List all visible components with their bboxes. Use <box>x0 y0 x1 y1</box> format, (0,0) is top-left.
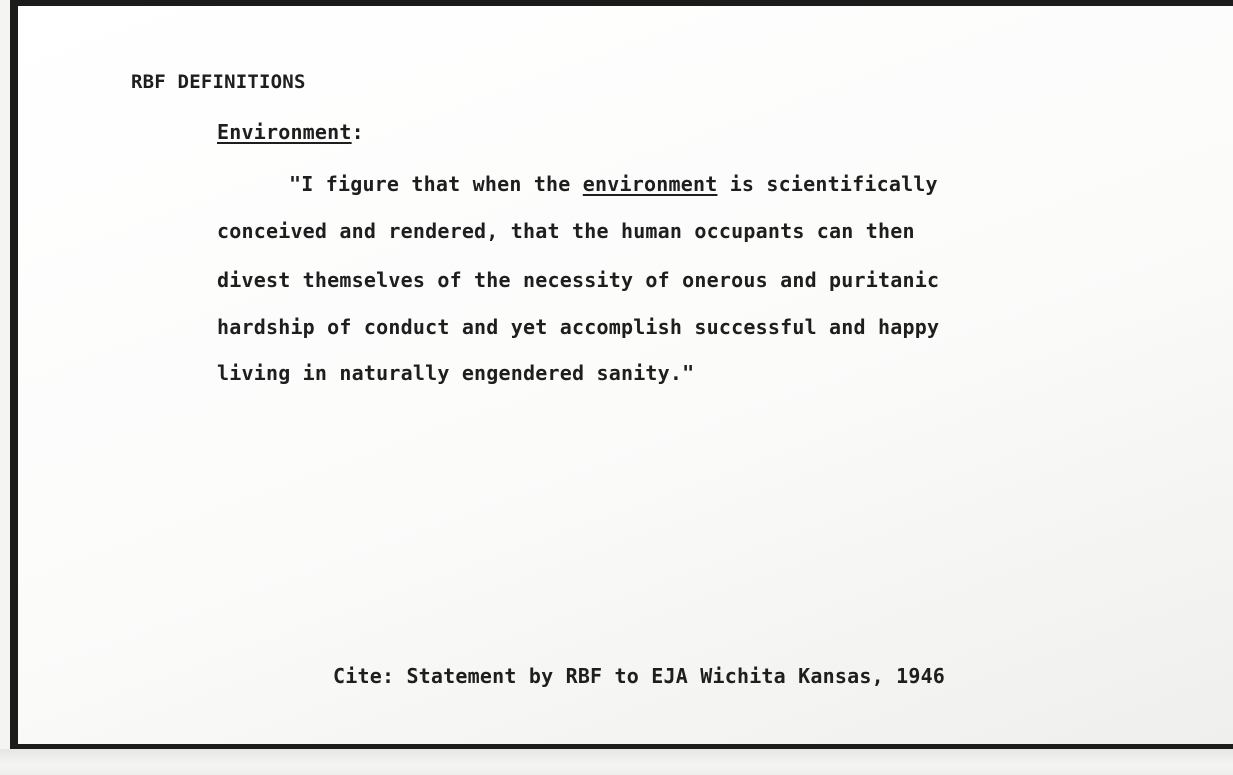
term-heading <box>217 120 364 144</box>
scan-bottom-edge <box>0 749 1233 775</box>
quote-line-3: divest themselves of the necessity of onerous and puritanic <box>217 268 940 292</box>
quote-line-2: conceived and rendered, that the human occupants can then <box>217 219 915 243</box>
quote-line-4: hardship of conduct and yet accomplish successful and happy <box>217 315 940 339</box>
term-word: Environment <box>217 120 352 144</box>
quote-line-1 <box>289 172 938 196</box>
quote-line-5: living in naturally engendered sanity." <box>217 361 695 385</box>
term-suffix: : <box>351 120 364 144</box>
page-title: RBF DEFINITIONS <box>131 71 306 93</box>
quote-line-1-start: "I figure that when the <box>289 172 583 196</box>
quote-line-1-end: is scientifically <box>717 172 938 196</box>
quote-emphasis: environment <box>582 172 718 196</box>
citation: Cite: Statement by RBF to EJA Wichita Kansas, 1946 <box>333 664 946 688</box>
